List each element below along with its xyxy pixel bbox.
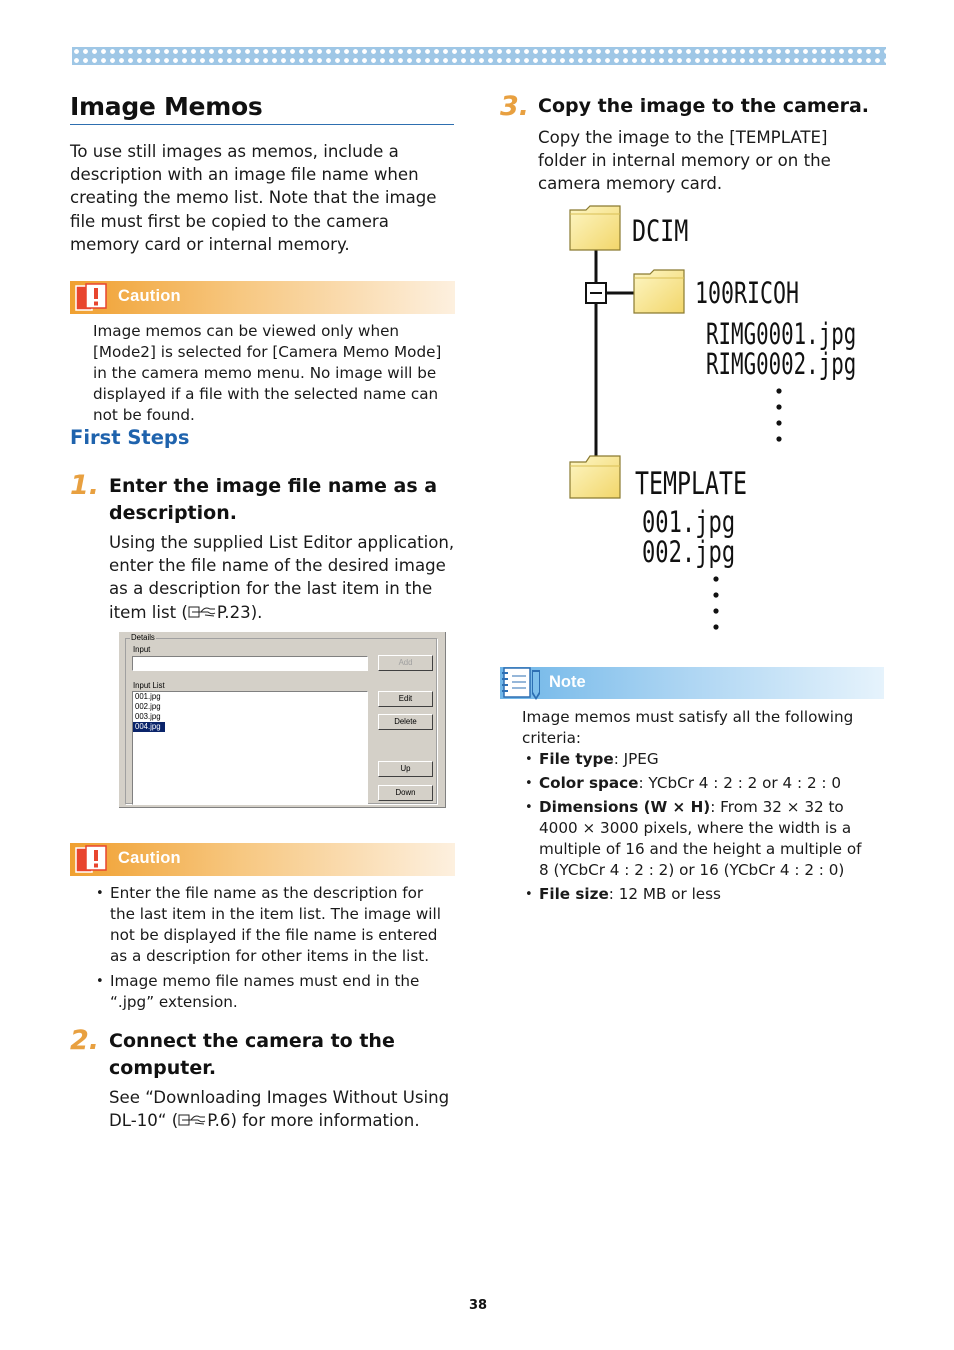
header-pattern-band (72, 47, 886, 65)
input-field[interactable] (132, 656, 368, 671)
list-item[interactable]: 003.jpg (135, 712, 161, 721)
up-button[interactable]: Up (378, 761, 433, 777)
caution-label: Caution (118, 287, 181, 305)
page-title: Image Memos (70, 92, 454, 125)
list-editor-dialog (118, 631, 446, 808)
list-item[interactable]: 001.jpg (135, 692, 161, 701)
note-criteria-list (522, 749, 867, 905)
caution-bullet: • Image memo file names must end in the “.jpg” extension. (93, 971, 443, 1013)
step-title: Copy the image to the camera. (538, 95, 869, 117)
criteria-term: Color space (539, 774, 639, 792)
folder-icon (570, 206, 620, 250)
page-reference-icon (188, 604, 217, 620)
folder-name-dcim: DCIM (632, 215, 689, 249)
folder-name-ricoh: 100RICOH (695, 277, 799, 311)
page-reference[interactable]: P.23 (216, 602, 251, 622)
step-number: 3. (500, 91, 530, 122)
criteria-value: : YCbCr 4 : 2 : 2 or 4 : 2 : 0 (638, 774, 842, 792)
caution-banner (70, 843, 455, 876)
add-button[interactable]: Add (378, 655, 433, 671)
caution-text: Image memos can be viewed only when [Mode2] is selected for [Camera Memo Mode] in the camera memo menu. No image will be displayed if a file with the selected name can not be found. (93, 322, 442, 424)
input-list-label: Input List (133, 681, 165, 690)
step-text (109, 531, 455, 624)
step-title: Connect the camera to the computer. (109, 1030, 395, 1079)
edit-button[interactable]: Edit (378, 691, 433, 707)
criteria-term: File size (539, 885, 609, 903)
folder-tree-diagram (560, 200, 880, 640)
list-item[interactable]: 002.jpg (135, 702, 161, 711)
section-heading: First Steps (70, 426, 190, 449)
criteria-value: : 12 MB or less (608, 885, 721, 903)
details-group-label: Details (131, 633, 155, 642)
folder-name-template: TEMPLATE (635, 465, 747, 502)
list-item-selected[interactable]: 004.jpg (133, 722, 165, 732)
delete-button[interactable]: Delete (378, 714, 433, 730)
criteria-value: : From 32 × 32 to 4000 × 3000 pixels, where the width is a multiple of 16 and the height a multiple of 8 (YCbCr 4 : 2 : 2) or 16 (YCbCr 4 : 2 : 0) (539, 798, 862, 879)
step-title: Enter the image file name as a description. (109, 475, 438, 524)
criteria-term: Dimensions (W × H) (539, 798, 711, 816)
file-name: 002.jpg (642, 536, 736, 570)
caution-icon (72, 282, 110, 314)
note-intro: Image memos must satisfy all the following criteria: (522, 708, 854, 747)
note-label: Note (549, 673, 586, 691)
file-name: 001.jpg (642, 506, 736, 540)
caution-label: Caution (118, 849, 181, 867)
page-number: 38 (468, 1298, 488, 1313)
criteria-item (522, 749, 867, 770)
criteria-item (522, 884, 867, 905)
input-label: Input (133, 645, 151, 654)
step-text: Copy the image to the [TEMPLATE] folder in internal memory or on the camera memory card. (538, 128, 831, 194)
page-reference-icon (178, 1112, 207, 1128)
step-text-part: ). (250, 602, 263, 622)
step-number: 2. (70, 1025, 100, 1056)
page-reference[interactable]: P.6 (207, 1111, 231, 1131)
input-list[interactable] (132, 691, 368, 805)
step-text-part: See “Downloading Images Without Using DL-10“ ( (109, 1088, 450, 1131)
note-banner (500, 667, 884, 699)
criteria-item (522, 773, 867, 794)
criteria-term: File type (539, 750, 614, 768)
folder-icon (634, 270, 684, 313)
caution-bullet-list (93, 883, 443, 1013)
criteria-value: : JPEG (613, 750, 659, 768)
note-icon (502, 664, 544, 700)
step-text (109, 1086, 455, 1132)
caution-banner (70, 281, 455, 314)
intro-paragraph: To use still images as memos, include a description with an image file name when creating the memo list. Note that the image file must first be copied to the camera memory card or internal memory. (70, 142, 437, 254)
down-button[interactable]: Down (378, 785, 433, 801)
criteria-item (522, 797, 867, 881)
step-text-part: ) for more information. (230, 1111, 420, 1131)
step-text-part: Using the supplied List Editor application, enter the file name of the desired image as a description for the last item in the item list ( (109, 533, 455, 622)
caution-bullet: • Enter the file name as the description for the last item in the item list. The image will not be displayed if the file name is entered as a description for other items in the list. (93, 883, 443, 967)
step-number: 1. (70, 470, 100, 501)
file-name: RIMG0001.jpg (706, 318, 857, 352)
file-name: RIMG0002.jpg (706, 348, 857, 382)
caution-icon (72, 844, 110, 876)
folder-icon (570, 456, 620, 498)
